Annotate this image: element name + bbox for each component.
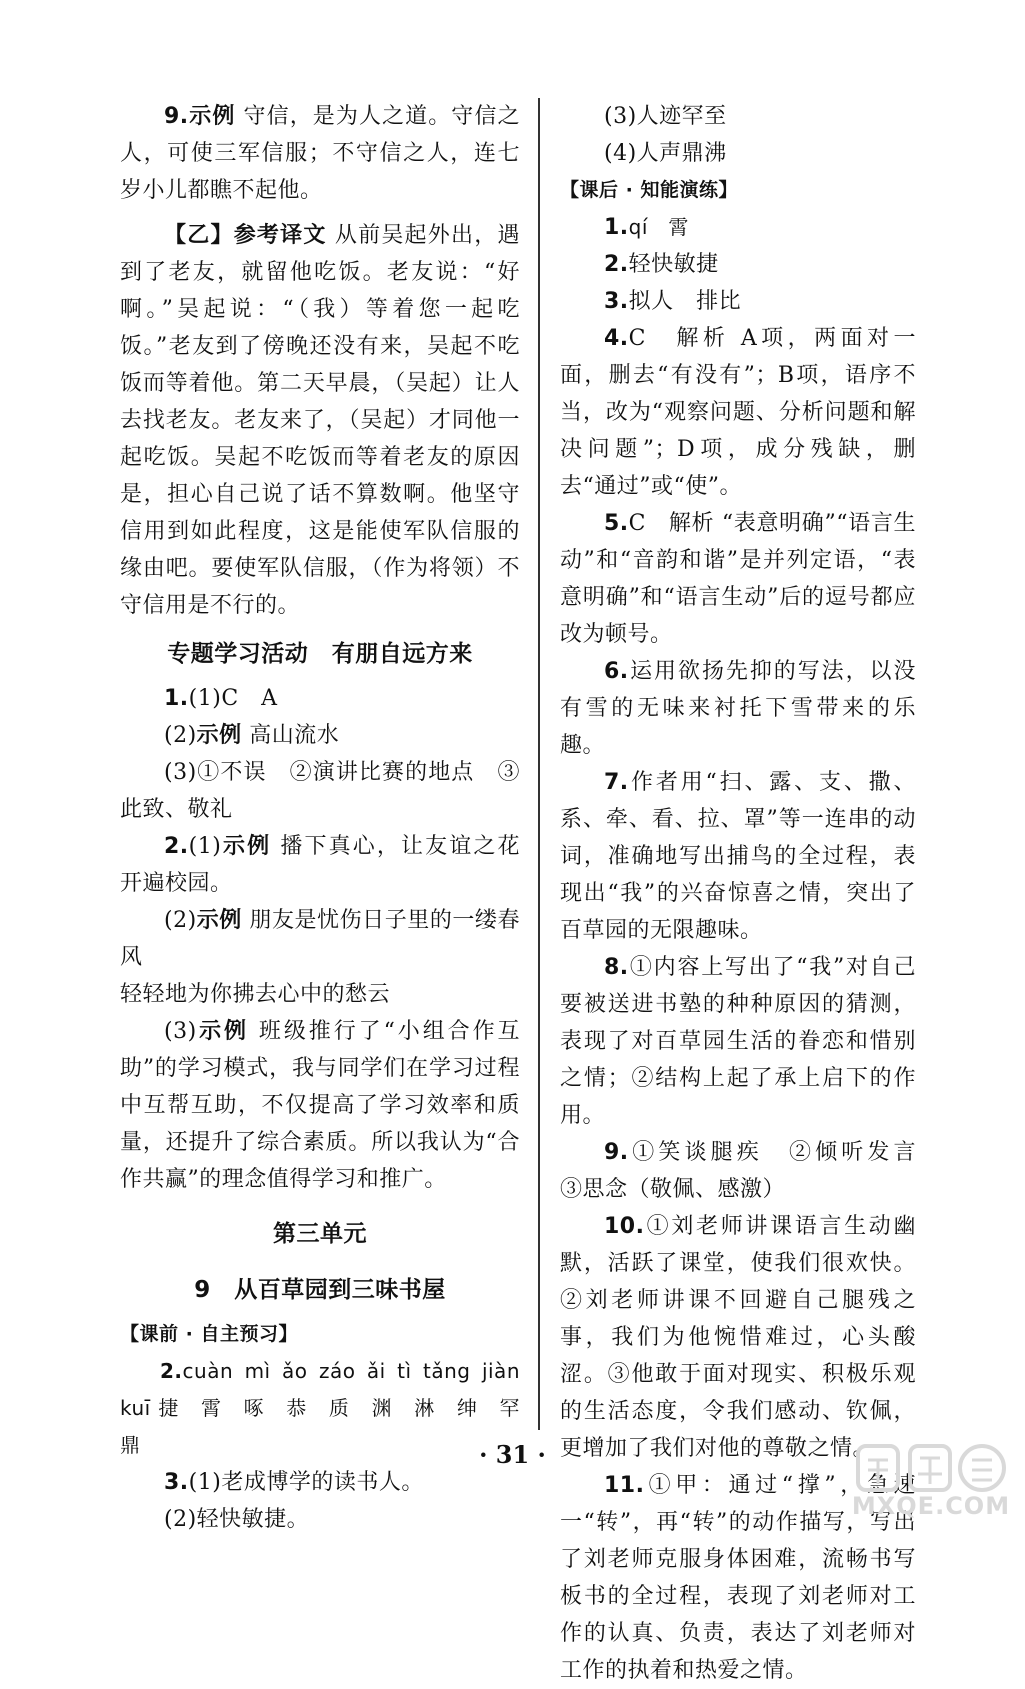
page-number: · 31 · — [479, 1440, 546, 1469]
lesson-heading: 9 从百草园到三味书屋 — [194, 1277, 446, 1303]
answer-9: 9.示例 守信，是为人之道。守信之人，可使三军信服；不守信之人，连七岁小儿都瞧不起他。 — [120, 104, 520, 203]
answer-r3: (3)人迹罕至 — [604, 104, 727, 129]
watermark-text: MXQE.COM — [851, 1492, 1011, 1520]
answer-3-1: 3.(1)老成博学的读书人。 — [164, 1470, 424, 1495]
answer-2-1: 2.(1)示例 播下真心，让友谊之花开遍校园。 — [120, 834, 520, 896]
answer-1-2: (2)示例 高山流水 — [164, 723, 340, 748]
answer-pinyin: 2.cuàn mì ǎo záo ǎi tì tǎng jiàn kuī 捷 霄 啄 恭 质 渊 淋 绅 罕 鼎 — [120, 1359, 541, 1457]
answer-2-2-line2: 轻轻地为你拂去心中的愁云 — [120, 982, 391, 1007]
practice-9: 9.①笑谈腿疾 ②倾听发言 ③思念（敬佩、感激） — [560, 1140, 939, 1202]
watermark-logo-icon — [854, 1440, 1008, 1496]
section-heading-activity: 专题学习活动 有朋自远方来 — [167, 641, 473, 667]
answer-1-3: (3)①不误 ②演讲比赛的地点 ③此致、敬礼 — [120, 760, 520, 822]
practice-5: 5.C 解析 “表意明确”“语言生动”和“音韵和谐”是并列定语，“表意明确”和“语言生动”后的逗号都应改为顿号。 — [560, 511, 916, 647]
practice-1: 1.qí 霄 — [604, 215, 689, 240]
practice-7: 7.作者用“扫、露、支、撒、系、牵、看、拉、罩”等一连串的动词，准确地写出捕鸟的全过程，表现出“我”的兴奋惊喜之情，突出了百草园的无限趣味。 — [560, 770, 916, 943]
practice-11: 11.①甲：通过“撑”，急速一“转”，再“转”的动作描写，写出了刘老师克服身体困难，流畅书写板书的全过程，表现了刘老师对工作的认真、负责，表达了刘老师对工作的执着和热爱之情。 — [560, 1473, 916, 1683]
unit-heading: 第三单元 — [273, 1221, 367, 1247]
practice-8: 8.①内容上写出了“我”对自己要被送进书塾的种种原因的猜测，表现了对百草园生活的眷恋和惜别之情；②结构上起了承上启下的作用。 — [560, 955, 916, 1128]
practice-3: 3.拟人 排比 — [604, 289, 742, 314]
practice-4: 4.C 解析 A项，两面对一面，删去“有没有”；B项，语序不当，改为“观察问题、分析问题和解决问题”；D项，成分残缺，删去“通过”或“使”。 — [560, 326, 916, 499]
watermark — [846, 1440, 1016, 1530]
answer-3-2: (2)轻快敏捷。 — [164, 1507, 310, 1532]
section-label-practice: 【课后 · 知能演练】 — [560, 179, 738, 201]
practice-6: 6.运用欲扬先抑的写法，以没有雪的无味来衬托下雪带来的乐趣。 — [560, 659, 916, 758]
column-divider — [538, 98, 540, 1430]
translation-yi: 【乙】参考译文 从前吴起外出，遇到了老友，就留他吃饭。老友说：“好啊。”吴起说：“（我）等着您一起吃饭。”老友到了傍晚还没有来，吴起不吃饭而等着他。第二天早晨，（吴起）让人去找老友。老友来了，（吴起）才同他一起吃饭。吴起不吃饭而等着老友的原因是，担心自己说了话不算数啊。他坚守信用到如此程度，这是能使军队信服的缘由吧。要使军队信服，（作为将领）不守信用是不行的。 — [120, 223, 520, 618]
answer-2-2: (2)示例 朋友是忧伤日子里的一缕春风 — [120, 908, 520, 970]
answer-r4: (4)人声鼎沸 — [604, 141, 727, 166]
left-column — [120, 98, 541, 1538]
answer-2-3: (3)示例 班级推行了“小组合作互助”的学习模式，我与同学们在学习过程中互帮互助，不仅提高了学习效率和质量，还提升了综合素质。所以我认为“合作共赢”的理念值得学习和推广。 — [120, 1019, 521, 1192]
answer-1-1: 1.(1)C A — [164, 686, 278, 711]
section-label-preview: 【课前 · 自主预习】 — [120, 1323, 298, 1345]
practice-10: 10.①刘老师讲课语言生动幽默，活跃了课堂，使我们很欢快。②刘老师讲课不回避自己腿残之事，我们为他惋惜难过，心头酸涩。③他敢于面对现实、积极乐观的生活态度，令我们感动、钦佩，更增加了我们对他的尊敬之情。 — [560, 1214, 916, 1461]
practice-2: 2.轻快敏捷 — [604, 252, 719, 277]
